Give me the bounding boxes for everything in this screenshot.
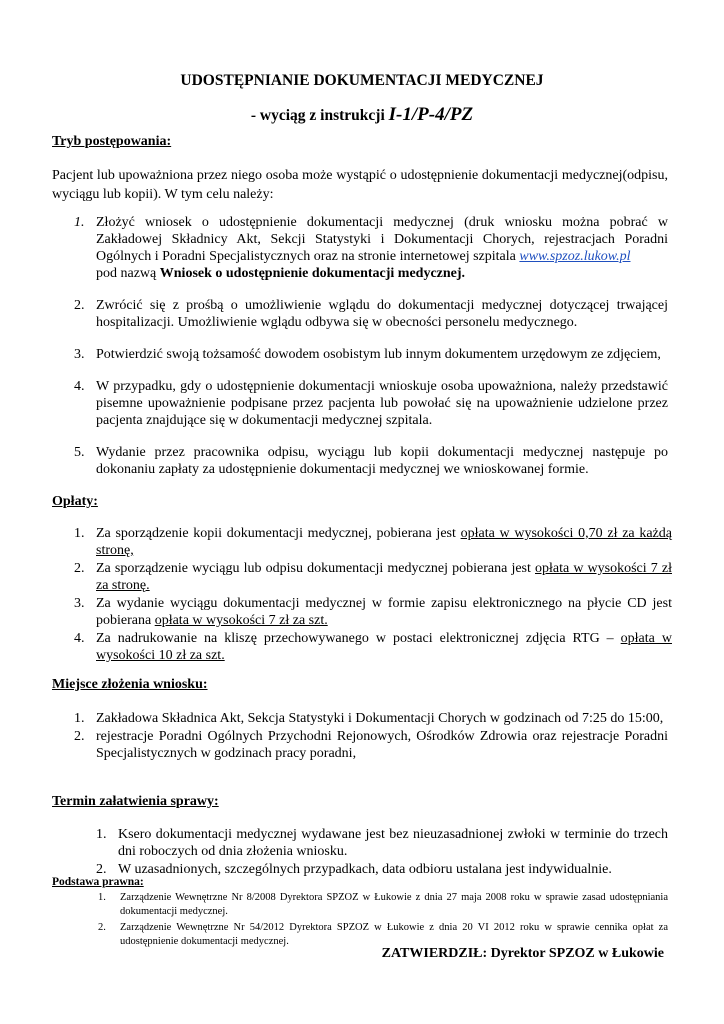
procedure-item-text: pod nazwą [96,266,160,281]
procedure-item-text: Potwierdzić swoją tożsamość dowodem osobistym lub innym dokumentem urzędowym ze zdjęciem, [96,347,661,362]
list-number: 1. [98,892,106,903]
list-number: 4. [74,379,85,394]
legal-item-text: Zarządzenie Wewnętrzne Nr 54/2012 Dyrektora SPZOZ w Łukowie z dnia 20 VI 2012 roku w sprawie cennika opłat za udostępnienie dokumentacji medycznej. [120,922,668,947]
fee-amount: opłata w wysokości 10 zł za szt. [96,631,672,663]
deadline-item-text: Ksero dokumentacji medycznej wydawane jest bez nieuzasadnionej zwłoki w terminie do trzech dni roboczych od dnia złożenia wniosku. [118,827,668,859]
fee-text: Za sporządzenie kopii dokumentacji medycznej, pobierana jest [96,526,461,541]
list-item [74,346,668,363]
list-item [98,921,668,949]
list-item [74,378,668,429]
place-item-text: rejestracje Poradni Ogólnych Przychodni Rejonowych, Ośrodków Zdrowia oraz rejestracje Poradni Specjalistycznych w godzinach pracy poradni, [96,729,668,761]
fee-text: Za wydanie wyciągu dokumentacji medycznej w formie zapisu elektronicznego na płycie CD jest pobierana [96,596,672,628]
list-item [74,728,668,762]
fees-heading: Opłaty: [52,494,98,509]
deadline-list [96,826,668,878]
procedure-item-text: Wydanie przez pracownika odpisu, wyciągu lub kopii dokumentacji medycznej następuje po dokonaniu zapłaty za udostępnienie dokumentacji medycznej we wnioskowanej formie. [96,445,668,477]
subtitle-prefix: - wyciąg z instrukcji [250,107,389,124]
fee-amount: opłata w wysokości 7 zł za szt. [154,613,328,628]
list-number: 2. [74,298,85,313]
procedure-item-text: Zwrócić się z prośbą o umożliwienie wglądu do dokumentacji medycznej dotyczącej trwającej hospitalizacji. Umożliwienie wglądu odbywa się w obecności personelu medycznego. [96,298,668,330]
list-number: 3. [74,596,85,611]
place-heading: Miejsce złożenia wniosku: [52,677,208,692]
deadline-item-text: W uzasadnionych, szczególnych przypadkach, data odbioru ustalana jest indywidualnie. [118,862,612,877]
list-item [96,826,668,860]
document-subtitle [0,104,724,126]
hospital-website-link[interactable]: www.spzoz.lukow.pl [519,249,631,264]
procedure-item-text: Złożyć wniosek o udostępnienie dokumentacji medycznej (druk wniosku można pobrać w Zakładowej Składnicy Akt, Sekcji Statystyki i Dokumentacji Chorych, rejestracjach Poradni Ogólnych i Poradni Specjalistycznych oraz na stronie internetowej szpitala [96,215,668,264]
fee-text: Za nadrukowanie na kliszę przechowywanego w postaci elektronicznej zdjęcia RTG – [96,631,621,646]
legal-basis-heading: Podstawa prawna: [52,876,144,888]
instruction-code: I-1/P-4/PZ [388,104,474,125]
list-item [74,595,672,629]
procedure-item-text: W przypadku, gdy o udostępnienie dokumentacji wnioskuje osoba upoważniona, należy przedstawić pisemne upoważnienie podpisane przez pacjenta lub powołać się na upoważnienie udzielone przez pacjenta znajdujące się w dokumentacji medycznej szpitala. [96,379,668,428]
fee-text: Za sporządzenie wyciągu lub odpisu dokumentacji medycznej pobierana jest [96,561,535,576]
list-number: 1. [74,526,85,541]
place-list [74,710,668,762]
list-item [98,891,668,919]
document-title: UDOSTĘPNIANIE DOKUMENTACJI MEDYCZNEJ [180,72,544,89]
list-number: 2. [74,561,85,576]
fee-amount: opłata w wysokości 0,70 zł za każdą stronę, [96,526,672,558]
list-number: 2. [98,922,106,933]
legal-item-text: Zarządzenie Wewnętrzne Nr 8/2008 Dyrektora SPZOZ w Łukowie z dnia 27 maja 2008 roku w sprawie zasad udostępniania dokumentacji medycznej. [120,892,668,917]
list-item [74,444,668,478]
list-number: 4. [74,631,85,646]
list-number: 2. [74,729,85,744]
procedure-heading: Tryb postępowania: [52,134,172,149]
list-number: 3. [74,347,85,362]
deadline-heading: Termin załatwienia sprawy: [52,794,219,809]
fees-list [74,525,672,664]
form-name: Wniosek o udostępnienie dokumentacji medycznej. [159,266,466,281]
list-number: 5. [74,445,85,460]
list-item [74,630,672,664]
procedure-list [74,214,668,478]
approval-signature-line: ZATWIERDZIŁ: Dyrektor SPZOZ w Łukowie [381,946,664,961]
list-item [74,710,668,727]
fee-amount: opłata w wysokości 7 zł za stronę. [96,561,672,593]
list-item [74,297,668,331]
list-item [96,861,668,878]
list-number: 2. [96,862,107,877]
place-item-text: Zakładowa Składnica Akt, Sekcja Statystyki i Dokumentacji Chorych w godzinach od 7:25 do 15:00, [96,711,664,726]
list-item [74,560,672,594]
procedure-intro: Pacjent lub upoważniona przez niego osoba może wystąpić o udostępnienie dokumentacji medycznej(odpisu, wyciągu lub kopii). W tym celu należy: [52,168,668,202]
list-number: 1. [74,711,85,726]
list-item [74,525,672,559]
legal-basis-list [98,891,668,949]
list-number: 1. [96,827,107,842]
list-number: 1. [74,215,85,230]
list-item [74,214,668,282]
